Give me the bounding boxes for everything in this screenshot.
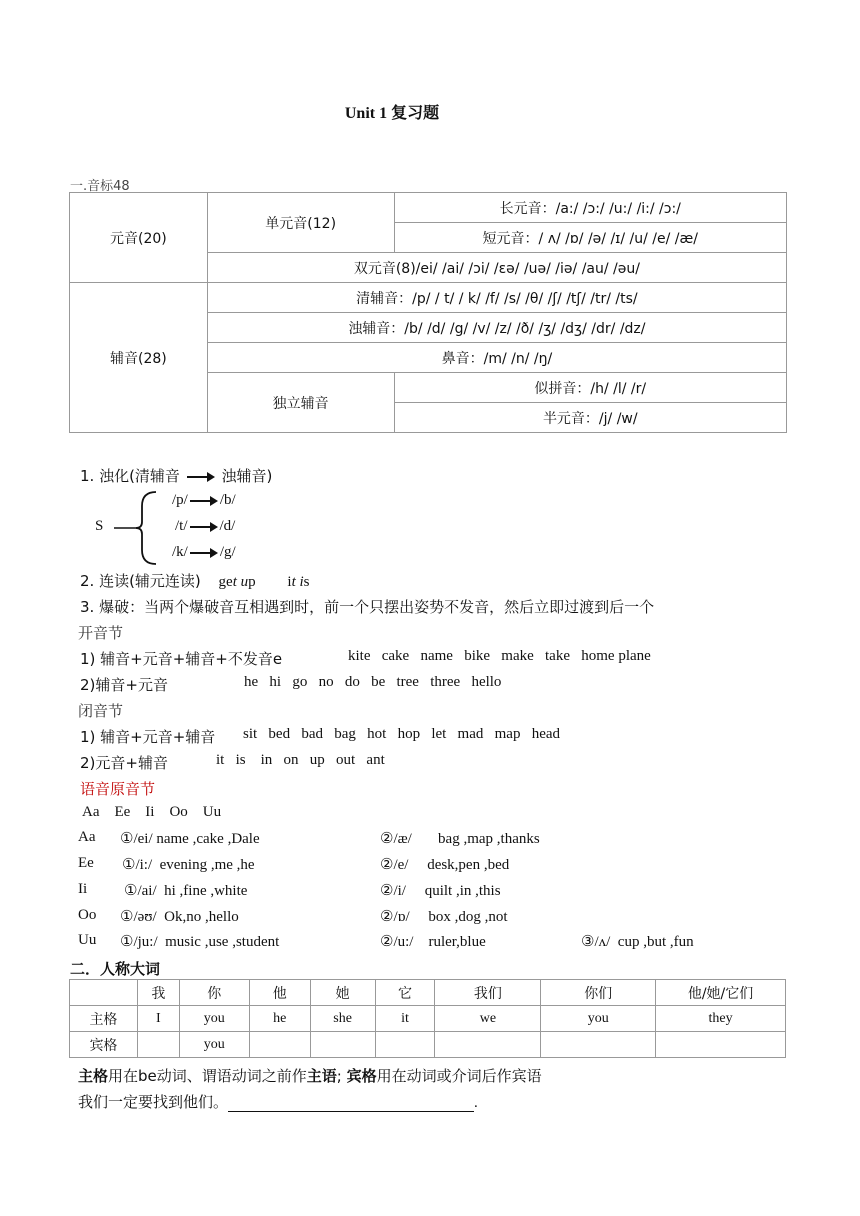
sound-2: ②/i/ quilt ,in ,this — [380, 883, 501, 899]
exercise-line — [78, 1091, 478, 1112]
ex-part: p — [248, 574, 256, 590]
note-bold: 宾格 — [346, 1067, 377, 1085]
sound-1: ①/i:/ evening ,me ,he — [122, 857, 255, 873]
vowel-row — [78, 881, 501, 899]
header-cell: 你们 — [541, 980, 656, 1006]
table-cell: you — [179, 1006, 249, 1032]
vowel-row — [78, 855, 510, 873]
note-text: 用在be动词、谓语动词之前作 — [108, 1067, 307, 1085]
pair-from: /t/ — [175, 518, 188, 534]
header-cell: 我们 — [435, 980, 541, 1006]
vowel-letter: Uu — [78, 932, 97, 948]
row-label: 1) 辅音+元音+辅音+不发音e — [80, 650, 283, 668]
vowel-sounds-title: 语音原音节 — [80, 780, 156, 798]
header-cell — [70, 980, 138, 1006]
short-vowels-cell: 短元音：/ ʌ/ /ɒ/ /ə/ /ɪ/ /u/ /e/ /æ/ — [394, 223, 786, 253]
pair-to: /g/ — [219, 544, 236, 560]
table-cell: she — [310, 1006, 375, 1032]
vowel-letter: Aa — [78, 829, 96, 845]
vowel-letter: Ii — [78, 881, 88, 897]
arrow-icon — [190, 548, 218, 558]
table-cell — [249, 1032, 310, 1058]
page-title: Unit 1 复习题 — [344, 105, 440, 122]
header-cell: 他/她/它们 — [656, 980, 786, 1006]
sound-1: ①/ai/ hi ,fine ,white — [124, 883, 248, 899]
ex-part: t u — [232, 574, 249, 590]
rule-1-suffix: 浊辅音) — [221, 467, 273, 485]
ex-part: ge — [218, 574, 233, 590]
sound-1: ①/ju:/ music ,use ,student — [120, 934, 280, 950]
arrow-icon — [187, 472, 215, 482]
pair-from: /k/ — [172, 544, 188, 560]
table-cell — [435, 1032, 541, 1058]
section-heading: 一.音标48 — [70, 179, 130, 194]
note-bold: 主语 — [306, 1067, 337, 1085]
arrow-icon — [190, 522, 218, 532]
row-words: it is in on up out ant — [216, 752, 385, 768]
exercise-end: . — [474, 1095, 478, 1111]
pronouns-title: 二．人称大词 — [70, 960, 161, 978]
header-cell: 她 — [310, 980, 375, 1006]
open-syllable-title: 开音节 — [78, 624, 124, 642]
sound-2: ②/e/ desk,pen ,bed — [380, 857, 510, 873]
vowel-letter: Ee — [78, 855, 94, 871]
row-header: 主格 — [70, 1006, 138, 1032]
table-cell — [541, 1032, 656, 1058]
s-label: S — [95, 518, 104, 534]
row-label: 2)元音+辅音 — [80, 754, 168, 772]
sound-1: ①/ei/ name ,cake ,Dale — [120, 831, 260, 847]
liaison-example — [219, 574, 256, 590]
vowel-letters: Aa Ee Ii Oo Uu — [82, 804, 222, 820]
semivowel-cell: 半元音：/j/ /w/ — [394, 403, 786, 433]
table-cell — [137, 1032, 179, 1058]
arrow-icon — [190, 496, 218, 506]
pair-row-p — [172, 492, 236, 509]
vowel-letter: Oo — [78, 907, 97, 923]
table-row — [70, 1032, 786, 1058]
open-syllable-row-2 — [80, 674, 502, 695]
table-cell: it — [375, 1006, 435, 1032]
row-words: kite cake name bike make take home plane — [348, 648, 651, 664]
sound-2: ②/æ/ bag ,map ,thanks — [380, 831, 540, 847]
nasal-cell: 鼻音：/m/ /n/ /ŋ/ — [207, 343, 786, 373]
row-words: sit bed bad bag hot hop let mad map head — [243, 726, 561, 742]
rule-3: 3. 爆破：当两个爆破音互相遇到时，前一个只摆出姿势不发音，然后立即过渡到后一个 — [80, 598, 655, 616]
header-cell: 我 — [137, 980, 179, 1006]
sound-1: ①/əʊ/ Ok,no ,hello — [120, 909, 239, 925]
ex-part: s — [303, 574, 310, 590]
exercise-text: 我们一定要找到他们。 — [78, 1093, 229, 1111]
note-text: 用在动词或介词后作宾语 — [376, 1067, 542, 1085]
table-cell: he — [249, 1006, 310, 1032]
vowel-row — [78, 829, 540, 847]
table-row — [70, 1006, 786, 1032]
row-label: 2)辅音+元音 — [80, 676, 168, 694]
pair-to: /d/ — [219, 518, 236, 534]
independent-cell: 独立辅音 — [207, 373, 394, 433]
pair-to: /b/ — [219, 492, 236, 508]
vowel-row — [78, 932, 694, 950]
pair-row-k — [172, 544, 236, 561]
row-label: 1) 辅音+元音+辅音 — [80, 728, 216, 746]
header-cell: 他 — [249, 980, 310, 1006]
long-vowels-cell: 长元音：/a:/ /ɔ:/ /u:/ /i:/ /ɔ:/ — [394, 193, 786, 223]
voiced-cell: 浊辅音：/b/ /d/ /g/ /v/ /z/ /ð/ /ʒ/ /dʒ/ /dr/ /dz/ — [207, 313, 786, 343]
sound-2: ②/ɒ/ box ,dog ,not — [380, 909, 508, 925]
brace-icon — [112, 488, 162, 568]
grammar-note — [78, 1065, 542, 1086]
voiceless-cell: 清辅音：/p/ / t/ / k/ /f/ /s/ /θ/ /ʃ/ /tʃ/ /tr/ /ts/ — [207, 283, 786, 313]
rule-2-label: 2. 连读(辅元连读) — [80, 572, 201, 590]
sound-2: ②/u:/ ruler,blue — [380, 934, 486, 950]
lateral-cell: 似拼音：/h/ /l/ /r/ — [394, 373, 786, 403]
pronoun-table — [69, 979, 786, 1058]
table-cell: we — [435, 1006, 541, 1032]
pair-row-t — [175, 518, 235, 535]
note-bold: 主格 — [78, 1067, 109, 1085]
pair-from: /p/ — [172, 492, 188, 508]
sound-3: ③/ʌ/ cup ,but ,fun — [581, 934, 694, 950]
header-cell: 你 — [179, 980, 249, 1006]
rule-2 — [80, 570, 310, 591]
ex-part: t i — [291, 574, 304, 590]
phonetics-table — [69, 192, 787, 433]
rule-1 — [80, 465, 272, 486]
table-cell: I — [137, 1006, 179, 1032]
table-cell: you — [179, 1032, 249, 1058]
ex-part: i — [287, 574, 292, 590]
diphthongs-cell: 双元音(8)/ei/ /ai/ /ɔi/ /ɛə/ /uə/ /iə/ /au/ /əu/ — [207, 253, 786, 283]
monophthongs-cell: 单元音(12) — [207, 193, 394, 253]
table-cell — [375, 1032, 435, 1058]
table-header-row — [70, 980, 786, 1006]
table-cell: you — [541, 1006, 656, 1032]
closed-syllable-row-2 — [80, 752, 385, 773]
row-words: he hi go no do be tree three hello — [244, 674, 502, 690]
vowels-cell: 元音(20) — [70, 193, 208, 283]
consonants-cell: 辅音(28) — [70, 283, 208, 433]
table-cell: they — [656, 1006, 786, 1032]
liaison-example — [287, 574, 309, 590]
rule-1-prefix: 1. 浊化(清辅音 — [80, 467, 180, 485]
header-cell: 它 — [375, 980, 435, 1006]
table-cell — [310, 1032, 375, 1058]
note-text: ; — [336, 1067, 347, 1085]
vowel-row — [78, 907, 508, 925]
closed-syllable-row-1 — [80, 726, 561, 747]
closed-syllable-title: 闭音节 — [78, 702, 124, 720]
table-cell — [656, 1032, 786, 1058]
open-syllable-row-1 — [80, 648, 651, 669]
answer-blank[interactable] — [228, 1097, 474, 1112]
row-header: 宾格 — [70, 1032, 138, 1058]
